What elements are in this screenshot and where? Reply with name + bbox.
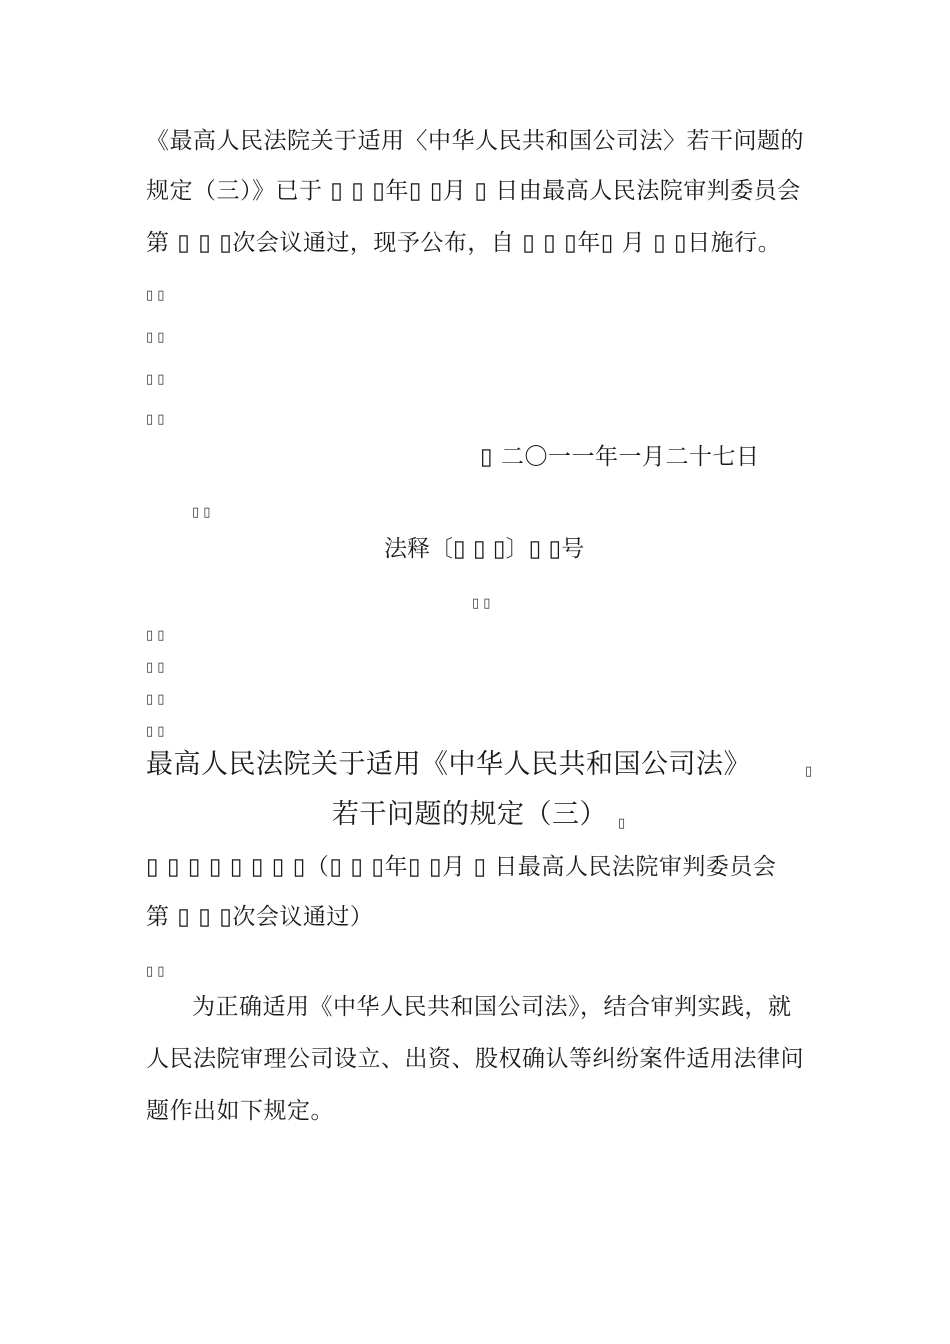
paragraph-end-marker: ▯ — [618, 816, 626, 831]
blank-line-marker: ▯ ▯ — [146, 692, 165, 707]
promulgation-date: ▯ 二〇一一年一月二十七日 — [480, 444, 760, 470]
blank-line-marker: ▯ ▯ — [146, 412, 165, 427]
blank-line-marker: ▯ ▯ — [146, 724, 165, 739]
preamble-line-1: 《最高人民法院关于适用〈中华人民共和国公司法〉若干问题的 — [146, 128, 804, 154]
blank-line-marker: ▯ ▯ — [146, 288, 165, 303]
blank-line-marker: ▯ ▯ — [146, 660, 165, 675]
document-number: 法释〔▯ ▯ ▯〕▯ ▯号 — [384, 536, 585, 562]
blank-line-marker: ▯ ▯ — [146, 330, 165, 345]
intro-line-3: 题作出如下规定。 — [146, 1098, 334, 1124]
intro-line-2: 人民法院审理公司设立、出资、股权确认等纠纷案件适用法律问 — [146, 1046, 804, 1072]
blank-line-marker: ▯ ▯ — [146, 964, 165, 979]
adoption-note-line-2: 第 ▯ ▯ ▯次会议通过） — [146, 904, 374, 930]
intro-line-1: 为正确适用《中华人民共和国公司法》，结合审判实践，就 — [192, 994, 792, 1020]
paragraph-end-marker: ▯ — [805, 764, 813, 779]
preamble-line-3: 第 ▯ ▯ ▯次会议通过，现予公布，自 ▯ ▯ ▯年▯ 月 ▯ ▯日施行。 — [146, 230, 782, 256]
document-title-line-1: 最高人民法院关于适用《中华人民共和国公司法》 — [146, 749, 751, 780]
blank-line-marker: ▯ ▯ — [146, 628, 165, 643]
blank-line-marker: ▯ ▯ — [192, 505, 211, 520]
blank-line-marker: ▯ ▯ — [146, 372, 165, 387]
blank-line-marker: ▯ ▯ — [472, 596, 491, 611]
preamble-line-2: 规定（三）》已于 ▯ ▯ ▯年▯ ▯月 ▯ 日由最高人民法院审判委员会 — [146, 178, 801, 204]
document-title-line-2: 若干问题的规定（三） — [332, 799, 607, 830]
adoption-note-line-1: ▯ ▯ ▯ ▯ ▯ ▯ ▯ ▯（▯ ▯ ▯年▯ ▯月 ▯ 日最高人民法院审判委员会 — [146, 854, 777, 880]
